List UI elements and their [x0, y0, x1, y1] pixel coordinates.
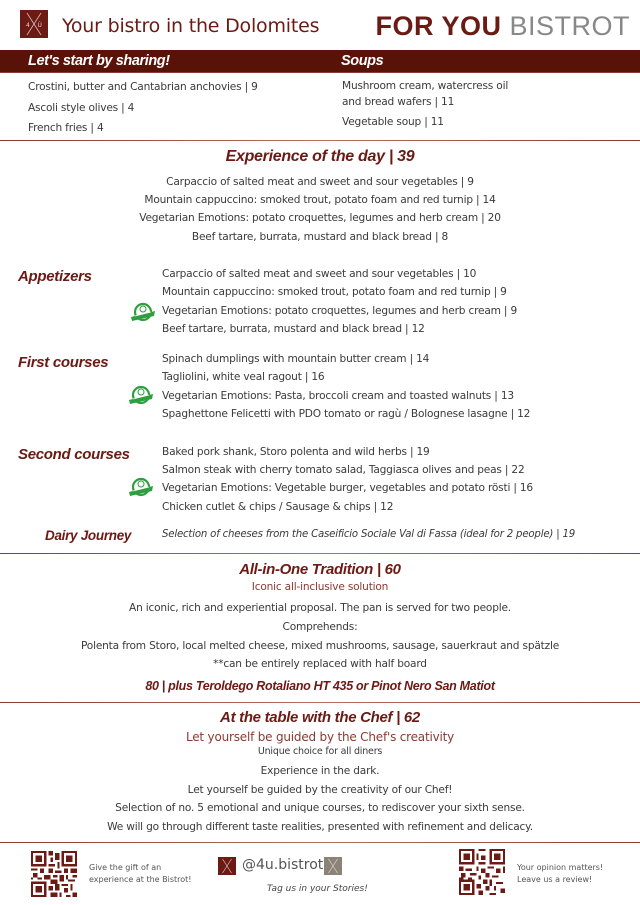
sharing-item: Crostini, butter and Cantabrian anchovies | 9	[28, 81, 258, 93]
chef-table-line: Let yourself be guided by the creativity of our Chef!	[187, 784, 453, 796]
instagram-logo-alt-icon[interactable]	[324, 857, 342, 875]
logo-x-icon	[20, 10, 48, 38]
chef-table-line: We will go through different taste realities, presented with refinement and delicacy.	[107, 821, 533, 833]
chef-table-title: At the table with the Chef | 62	[220, 709, 420, 726]
gift-text	[89, 862, 192, 886]
second-courses-heading: Second courses	[18, 446, 130, 463]
soups-heading: Soups	[341, 53, 384, 69]
second-course-item: Vegetarian Emotions: Vegetable burger, vegetables and potato rösti | 16	[162, 482, 533, 494]
experience-item: Carpaccio of salted meat and sweet and sour vegetables | 9	[166, 176, 474, 188]
second-course-item: Salmon steak with cherry tomato salad, Taggiasca olives and peas | 22	[162, 464, 525, 476]
vegetarian-badge-icon	[128, 477, 154, 499]
instagram-logo-icon[interactable]	[218, 857, 236, 875]
soups-item: and bread wafers | 11	[342, 96, 455, 108]
experience-item: Beef tartare, burrata, mustard and black bread | 8	[191, 231, 449, 243]
gift-qr-code[interactable]	[31, 851, 77, 897]
svg-text:4: 4	[26, 22, 30, 29]
chef-table-subtitle: Let yourself be guided by the Chef's creativity	[185, 730, 455, 744]
vegetarian-badge-icon	[130, 302, 156, 324]
sharing-item: French fries | 4	[28, 122, 104, 134]
stories-text: Tag us in your Stories!	[267, 884, 368, 894]
divider	[0, 140, 640, 141]
experience-item: Mountain cappuccino: smoked trout, potato foam and red turnip | 14	[144, 194, 496, 206]
bistro-logo	[20, 10, 48, 38]
wine-offer: 80 | plus Teroldego Rotaliano HT 435 or Pinot Nero San Matiot	[145, 679, 495, 693]
divider	[0, 553, 640, 554]
first-course-item: Tagliolini, white veal ragout | 16	[162, 371, 325, 383]
vegetarian-badge-icon	[128, 385, 154, 407]
divider	[0, 702, 640, 703]
all-in-one-line: An iconic, rich and experiential proposal. The pan is served for two people.	[129, 602, 511, 614]
gift-line-2: experience at the Bistrot!	[89, 875, 192, 884]
appetizer-item: Mountain cappuccino: smoked trout, potato foam and red turnip | 9	[162, 286, 507, 298]
brand-name	[375, 11, 630, 42]
first-course-item: Spaghettone Felicetti with PDO tomato or ragù / Bolognese lasagne | 12	[162, 408, 531, 420]
brand-light: BISTROT	[509, 11, 630, 41]
experience-item: Vegetarian Emotions: potato croquettes, legumes and herb cream | 20	[139, 212, 501, 224]
first-courses-heading: First courses	[18, 354, 109, 371]
instagram-handle[interactable]: @4u.bistrot	[242, 857, 324, 873]
all-in-one-title: All-in-One Tradition | 60	[239, 561, 401, 578]
brand-bold: FOR YOU	[375, 11, 502, 41]
chef-table-note: Unique choice for all diners	[257, 746, 383, 757]
second-course-item: Chicken cutlet & chips / Sausage & chips | 12	[162, 501, 394, 513]
first-course-item: Vegetarian Emotions: Pasta, broccoli cream and toasted walnuts | 13	[162, 390, 514, 402]
tagline: Your bistro in the Dolomites	[62, 15, 320, 37]
review-text	[517, 862, 603, 886]
all-in-one-subtitle: Iconic all-inclusive solution	[251, 581, 389, 593]
section-band	[0, 50, 640, 73]
review-qr-code[interactable]	[459, 849, 505, 895]
sharing-item: Ascoli style olives | 4	[28, 102, 135, 114]
review-line-1: Your opinion matters!	[517, 863, 604, 872]
all-in-one-line: **can be entirely replaced with half board	[213, 658, 427, 670]
review-line-2: Leave us a review!	[517, 875, 593, 884]
appetizer-item: Carpaccio of salted meat and sweet and sour vegetables | 10	[162, 268, 477, 280]
first-course-item: Spinach dumplings with mountain butter cream | 14	[162, 353, 430, 365]
second-course-item: Baked pork shank, Storo polenta and wild herbs | 19	[162, 446, 430, 458]
dairy-heading: Dairy Journey	[45, 528, 132, 543]
sharing-heading: Let's start by sharing!	[28, 53, 170, 69]
all-in-one-line: Comprehends:	[282, 621, 358, 633]
appetizer-item: Beef tartare, burrata, mustard and black bread | 12	[162, 323, 425, 335]
divider	[0, 842, 640, 843]
svg-text:Ú: Ú	[37, 22, 42, 29]
dairy-item: Selection of cheeses from the Caseificio Sociale Val di Fassa (ideal for 2 people) | 19	[162, 529, 576, 540]
appetizer-item: Vegetarian Emotions: potato croquettes, legumes and herb cream | 9	[162, 305, 517, 317]
all-in-one-line: Polenta from Storo, local melted cheese, mixed mushrooms, sausage, sauerkraut and spätzle	[80, 640, 560, 652]
chef-table-line: Experience in the dark.	[260, 765, 380, 777]
gift-line-1: Give the gift of an	[89, 863, 162, 872]
soups-item: Mushroom cream, watercress oil	[342, 80, 509, 92]
experience-title: Experience of the day | 39	[225, 148, 415, 165]
chef-table-line: Selection of no. 5 emotional and unique courses, to rediscover your sixth sense.	[115, 802, 525, 814]
appetizers-heading: Appetizers	[18, 268, 92, 285]
soups-item: Vegetable soup | 11	[342, 116, 444, 128]
